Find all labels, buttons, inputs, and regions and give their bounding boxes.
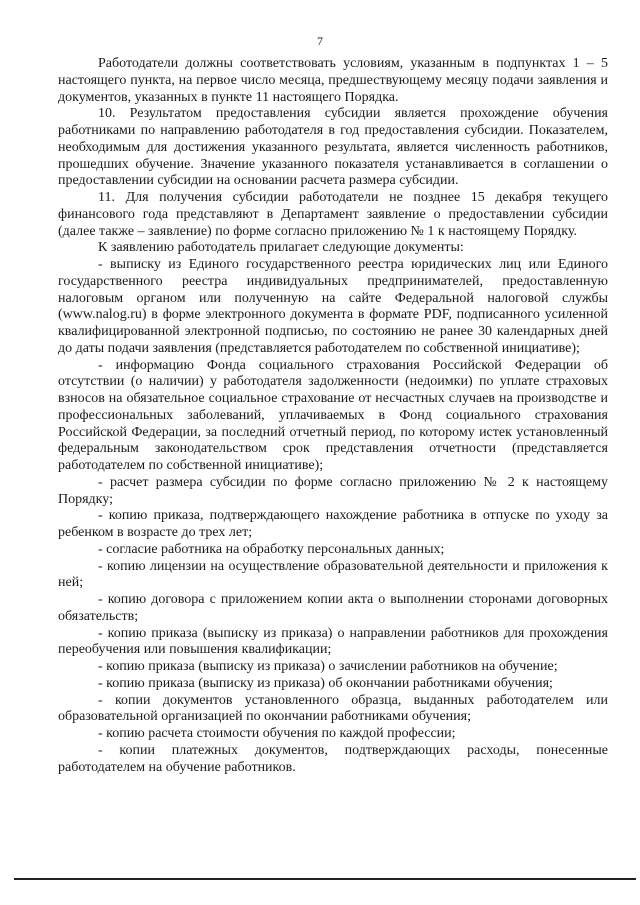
list-item-completion-order: - копию приказа (выписку из приказа) об окончании работниками обучения; bbox=[98, 675, 553, 691]
list-item-cost-calculation: - копию расчета стоимости обучения по каждой профессии; bbox=[98, 726, 456, 741]
page-number: 7 bbox=[317, 34, 323, 48]
paragraph-requirements: Работодатели должны соответствовать условиям, указанным в подпунктах 1 – 5 настоящего пункта, на первое число месяца, предшествующему месяцу подачи заявления и документов, указанных в пункте 11 настоящего Порядка. bbox=[58, 56, 608, 105]
list-item-personal-data-consent: - согласие работника на обработку персональных данных; bbox=[98, 541, 445, 557]
document-body bbox=[58, 56, 608, 776]
list-item-contract-copy: - копию договора с приложением копии акта о выполнении сторонами договорных обязательств; bbox=[58, 592, 608, 624]
list-item-training-referral-order: - копию приказа (выписку из приказа) о направлении работников для прохождения переобучения или повышения квалификации; bbox=[58, 625, 608, 658]
list-item-social-insurance-info: - информацию Фонда социального страхования Российской Федерации об отсутствии (о наличии) у работодателя задолженности (недоимки) по уплате страховых взносов на обязательное социальное страхование от несчастных случаев на производстве и профессиональных заболеваний, уплачиваемых в Фонд социального страхования Российской Федерации, за последний отчетный период, по которому истек установленный федеральным законодательством срок представления отчетности (представляется работодателем по собственной инициативе); bbox=[58, 357, 608, 473]
list-item-enrollment-order: - копию приказа (выписку из приказа) о зачислении работников на обучение; bbox=[98, 659, 558, 674]
paragraph-attachments-intro: К заявлению работодатель прилагает следующие документы: bbox=[98, 240, 464, 256]
bottom-divider bbox=[14, 878, 636, 880]
list-item-payment-documents: - копии платежных документов, подтверждающих расходы, понесенные работодателем на обучение работников. bbox=[58, 742, 608, 775]
list-item-registry-extract: - выписку из Единого государственного реестра юридических лиц или Единого государственного реестра индивидуальных предпринимателей, предоставленную налоговым органом или полученную на сайте Федеральной налоговой службы (www.nalog.ru) в форме электронного документа в формате PDF, подписанного усиленной квалифицированной электронной подписью, по состоянию не ранее 30 календарных дней до даты подачи заявления (представляется работодателем по собственной инициативе); bbox=[58, 257, 608, 356]
list-item-subsidy-calculation: - расчет размера субсидии по форме согласно приложению № 2 к настоящему Порядку; bbox=[58, 474, 608, 507]
list-item-certificates: - копии документов установленного образца, выданных работодателем или образовательной организацией по окончании работниками обучения; bbox=[58, 692, 608, 725]
paragraph-11-application: 11. Для получения субсидии работодатели не позднее 15 декабря текущего финансового года представляют в Департамент заявление о предоставлении субсидии (далее также – заявление) по форме согласно приложению № 1 к настоящему Порядку. bbox=[58, 190, 608, 239]
list-item-license-copy: - копию лицензии на осуществление образовательной деятельности и приложения к ней; bbox=[58, 558, 608, 591]
paragraph-10-result: 10. Результатом предоставления субсидии является прохождение обучения работниками по направлению работодателя в год предоставления субсидии. Показателем, необходимым для достижения указанного результата, является численность работников, прошедших обучение. Значение указанного показателя устанавливается в соглашении о предоставлении субсидии на основании расчета размера субсидии. bbox=[58, 106, 608, 189]
list-item-leave-order: - копию приказа, подтверждающего нахождение работника в отпуске по уходу за ребенком в возрасте до трех лет; bbox=[58, 508, 608, 540]
